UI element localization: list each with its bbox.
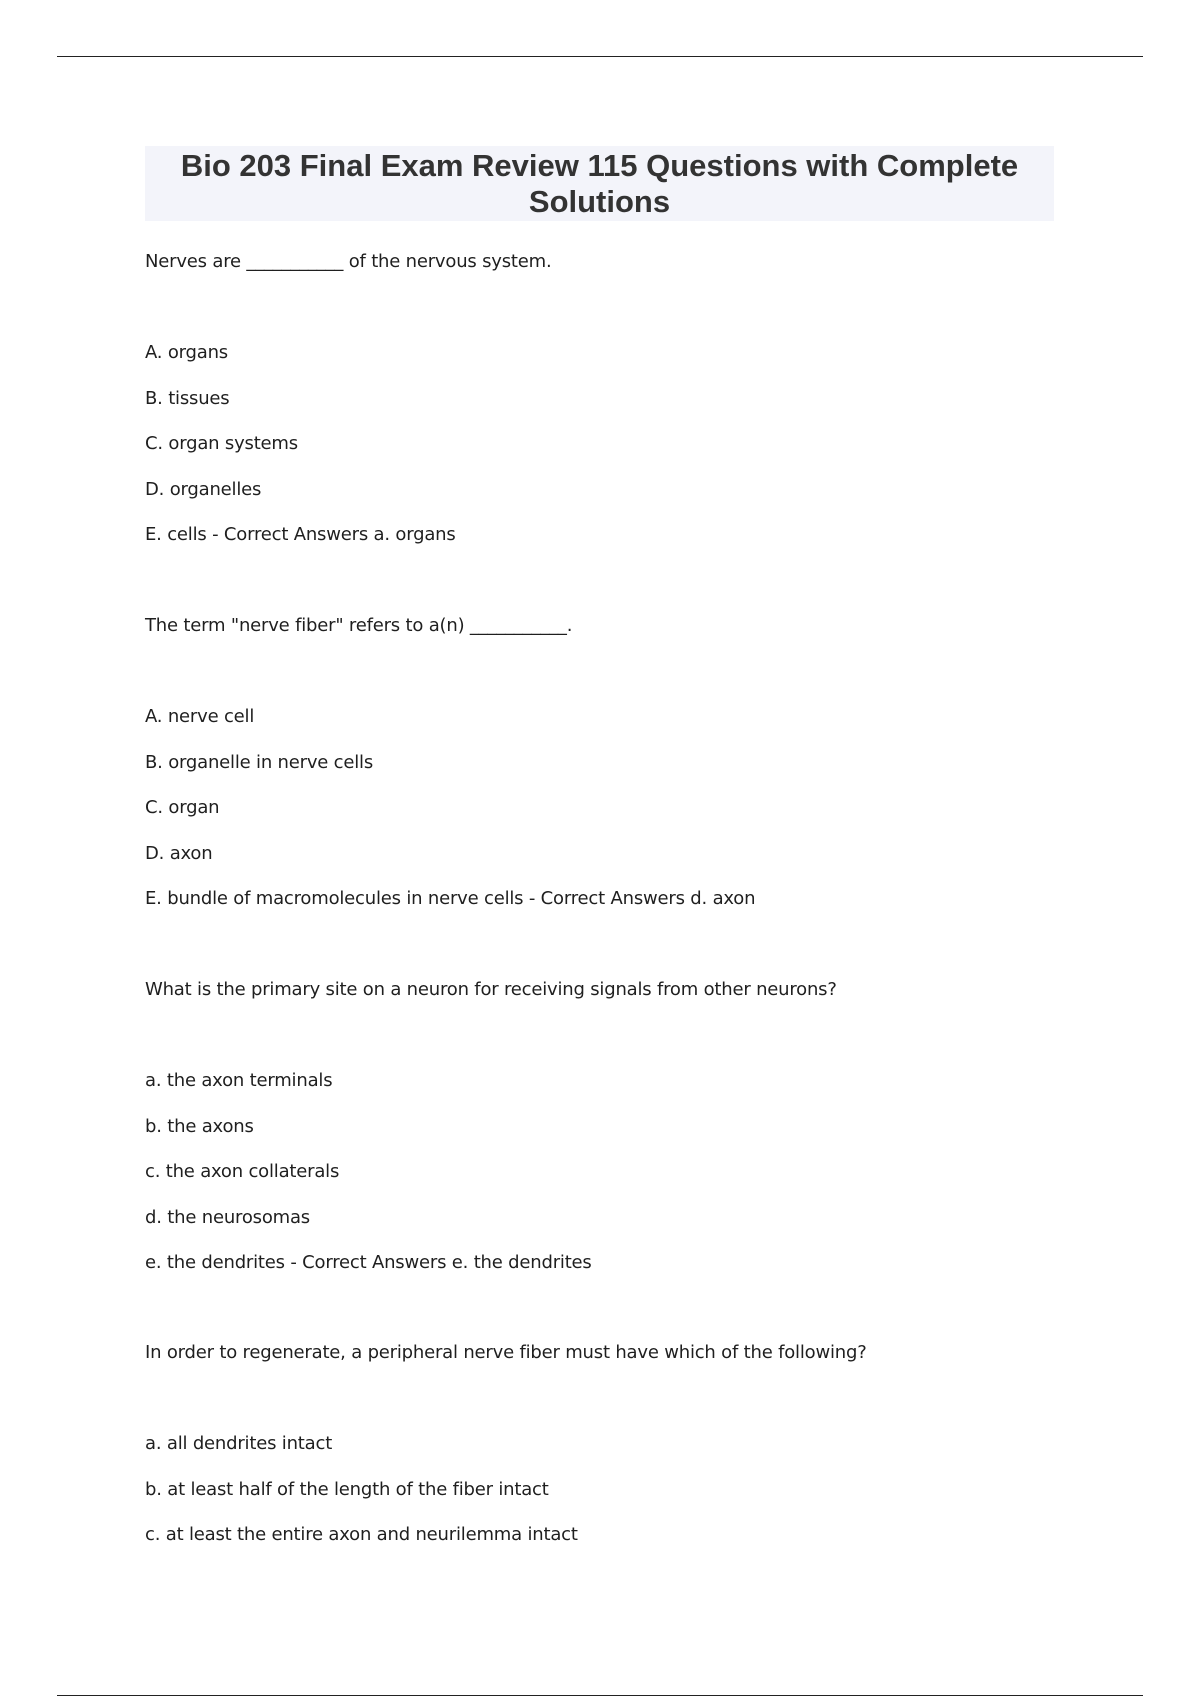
question-1-option-b: B. tissues: [145, 388, 230, 409]
question-2-option-a: A. nerve cell: [145, 706, 255, 727]
question-2-prompt: The term "nerve fiber" refers to a(n) ___________.: [145, 615, 573, 636]
question-3-prompt: What is the primary site on a neuron for receiving signals from other neurons?: [145, 979, 837, 1000]
question-1-option-c: C. organ systems: [145, 433, 298, 454]
question-3-option-a: a. the axon terminals: [145, 1070, 333, 1091]
question-1-option-e-answer: E. cells - Correct Answers a. organs: [145, 524, 456, 545]
question-4-option-a: a. all dendrites intact: [145, 1433, 333, 1454]
question-1-option-a: A. organs: [145, 342, 228, 363]
question-4-option-b: b. at least half of the length of the fiber intact: [145, 1479, 549, 1500]
question-3-option-b: b. the axons: [145, 1116, 254, 1137]
top-rule: [57, 56, 1143, 57]
document-title: Bio 203 Final Exam Review 115 Questions with Complete Solutions: [180, 147, 1019, 219]
question-4-option-c: c. at least the entire axon and neurilemma intact: [145, 1524, 578, 1545]
question-3-option-c: c. the axon collaterals: [145, 1161, 340, 1182]
question-2-option-d: D. axon: [145, 843, 213, 864]
question-1-option-d: D. organelles: [145, 479, 262, 500]
question-1-prompt: Nerves are ___________ of the nervous system.: [145, 251, 552, 272]
question-4-prompt: In order to regenerate, a peripheral nerve fiber must have which of the following?: [145, 1342, 867, 1363]
question-2-option-e-answer: E. bundle of macromolecules in nerve cells - Correct Answers d. axon: [145, 888, 756, 909]
question-2-option-c: C. organ: [145, 797, 220, 818]
question-3-option-e-answer: e. the dendrites - Correct Answers e. the dendrites: [145, 1252, 592, 1273]
question-2-option-b: B. organelle in nerve cells: [145, 752, 374, 773]
question-3-option-d: d. the neurosomas: [145, 1207, 310, 1228]
bottom-rule: [57, 1695, 1143, 1696]
title-banner: [145, 146, 1054, 221]
